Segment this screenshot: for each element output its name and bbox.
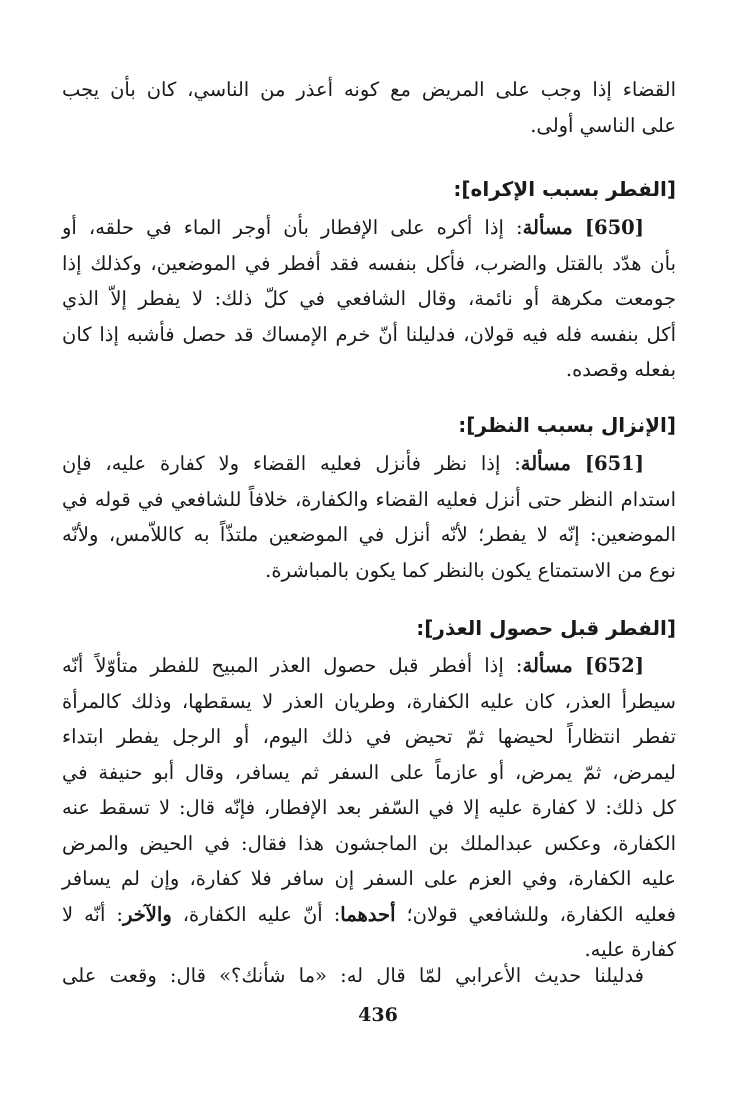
text-line: استدام النظر حتى أنزل فعليه القضاء والكفارة، خلافاً للشافعي في قوله في xyxy=(62,487,676,511)
text-line: على الناسي أولى. xyxy=(530,113,676,137)
section-651-paragraph xyxy=(62,446,676,588)
section-heading: [الإنزال بسبب النظر]: xyxy=(458,413,676,437)
intro-paragraph xyxy=(62,72,676,143)
text-line: ليمرض، ثمّ يمرض، أو عازماً على السفر ثم يسافر، وقال أبو حنيفة في xyxy=(62,760,676,784)
text-line: فدليلنا حديث الأعرابي لمّا قال له: «ما شأنك؟» قال: وقعت على xyxy=(62,964,644,987)
text-line: بأن هدّد بالقتل والضرب، فأكل بنفسه فقد أفطر في الموضعين، وكذلك إذا xyxy=(62,251,676,275)
issue-number: [650] xyxy=(584,216,644,239)
page-number: 436 xyxy=(358,1004,398,1026)
section-650-paragraph xyxy=(62,210,676,388)
text-line: عليه الكفارة، وفي العزم على السفر إن سافر فلا كفارة، وإن لم يسافر xyxy=(62,867,676,890)
issue-number: [652] xyxy=(584,654,644,677)
text-line: تفطر انتظاراً لحيضها ثمّ تحيض في ذلك اليوم، أو الرجل يفطر ابتداء xyxy=(62,725,676,748)
keyword-first: أحدهما xyxy=(340,902,396,926)
text-line: أكل بنفسه فله فيه قولان، فدليلنا أنّ خرم الإمساك قد حصل فأشبه إذا كان xyxy=(62,322,676,346)
text-line xyxy=(62,210,676,246)
text-segment: : أنّه لا xyxy=(62,902,123,926)
text-line: نوع من الاستمتاع يكون بالنظر كما يكون بالمباشرة. xyxy=(265,558,676,582)
text-line: القضاء إذا وجب على المريض مع كونه أعذر من الناسي، كان بأن يجب xyxy=(62,78,676,101)
text-segment: : إذا أفطر قبل حصول العذر المبيح للفطر متأوّلاً أنّه xyxy=(62,654,523,677)
section-heading: [الفطر قبل حصول العذر]: xyxy=(416,616,676,640)
keyword-second: والآخر xyxy=(122,902,172,926)
section-heading: [الفطر بسبب الإكراه]: xyxy=(453,177,676,201)
text-segment: : إذا أكره على الإفطار بأن أوجر الماء في حلقه، أو xyxy=(62,216,523,239)
text-segment: فعليه الكفارة، وللشافعي قولان؛ xyxy=(395,902,676,926)
text-line: سيطرأ العذر، كان عليه الكفارة، وطريان العذر لا يسقطها، وذلك كالمرأة xyxy=(62,689,676,713)
text-segment: : أنّ عليه الكفارة، xyxy=(171,902,341,926)
issue-number: [651] xyxy=(584,452,644,475)
issue-label: مسألة xyxy=(522,216,573,239)
text-line: جومعت مكرهة أو نائمة، وقال الشافعي في كلّ ذلك: لا يفطر إلاّ الذي xyxy=(62,287,676,310)
text-line xyxy=(62,446,676,482)
section-652-paragraph xyxy=(62,648,676,968)
text-line: كل ذلك: لا كفارة عليه إلا في السّفر بعد الإفطار، فإنّه قال: لا تسقط عنه xyxy=(62,796,676,819)
text-line: الموضعين: إنّه لا يفطر؛ لأنّه أنزل في الموضعين ملتذّاً به كاللاّمس، ولأنّه xyxy=(62,523,676,546)
issue-label: مسألة xyxy=(522,654,573,677)
text-line xyxy=(62,648,676,684)
issue-label: مسألة xyxy=(520,452,571,475)
closing-paragraph xyxy=(62,958,676,994)
text-segment: : إذا نظر فأنزل فعليه القضاء ولا كفارة عليه، فإن xyxy=(62,452,521,475)
text-line: الكفارة، وعكس عبدالملك بن الماجشون هذا فقال: في الحيض والمرض xyxy=(62,831,676,855)
text-line: بفعله وقصده. xyxy=(565,358,676,381)
text-line xyxy=(62,897,676,933)
text-line: كفارة عليه. xyxy=(584,938,676,961)
